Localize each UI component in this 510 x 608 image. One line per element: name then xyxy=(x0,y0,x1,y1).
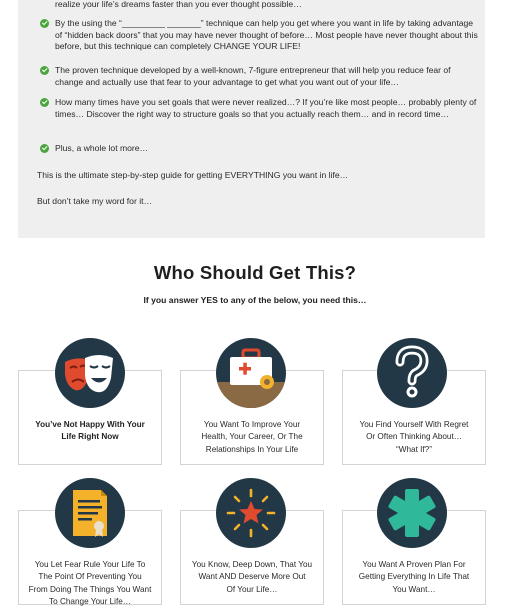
benefit-text: realize your life’s dreams faster than you ever thought possible… xyxy=(55,0,302,9)
benefit-text: The proven technique developed by a well-known, 7-figure entrepreneur that will help you reduce fear of change and actually use that fear to your advantage to get what you want out of your life… xyxy=(55,65,451,87)
section-subtitle: If you answer YES to any of the below, you need this… xyxy=(143,295,367,305)
check-icon xyxy=(40,98,49,107)
check-icon xyxy=(40,19,49,28)
benefit-text: By the using the “_________ _______” technique can help you get where you want in life by taking advantage of “hidden back doors” that you may have never thought of before… Most people have never thought about this before, but this technique can completely CHANGE YOUR LIFE! xyxy=(55,18,478,51)
card-text: You Let Fear Rule Your Life To The Point Of Preventing You From Doing The Things You Want To Change Your Life… xyxy=(28,560,152,606)
benefit-item xyxy=(40,0,485,11)
check-icon xyxy=(40,66,49,75)
medical-kit-icon xyxy=(216,338,286,408)
card-text: You Find Yourself With Regret Or Often Thinking About… “What If?” xyxy=(359,420,469,454)
question-mark-icon xyxy=(377,338,447,408)
word-paragraph: But don’t take my word for it… xyxy=(37,196,153,206)
benefit-item xyxy=(40,65,480,88)
benefit-text: Plus, a whole lot more… xyxy=(55,143,149,153)
benefit-item xyxy=(40,97,480,120)
star-burst-icon xyxy=(216,478,286,548)
medical-cross-icon xyxy=(377,478,447,548)
certificate-document-icon xyxy=(55,478,125,548)
check-icon xyxy=(40,144,49,153)
card-text: You Know, Deep Down, That You Want AND Deserve More Out Of Your Life… xyxy=(191,560,313,594)
card-text: You Want A Proven Plan For Getting Everything In Life That You Want… xyxy=(358,560,470,594)
benefit-item xyxy=(40,143,480,155)
theater-masks-icon xyxy=(55,338,125,408)
benefit-item xyxy=(40,18,480,53)
card-text: You’ve Not Happy With Your Life Right Now xyxy=(35,420,145,442)
section-title: Who Should Get This? xyxy=(153,262,357,283)
card-text: You Want To Improve Your Health, Your Career, Or The Relationships In Your Life xyxy=(201,420,303,454)
guide-paragraph: This is the ultimate step-by-step guide for getting EVERYTHING you want in life… xyxy=(37,170,349,180)
benefit-text: How many times have you set goals that were never realized…? If you’re like most people… probably plenty of times… Discover the right way to structure goals so that you actually reach them… and in record time… xyxy=(55,97,477,119)
